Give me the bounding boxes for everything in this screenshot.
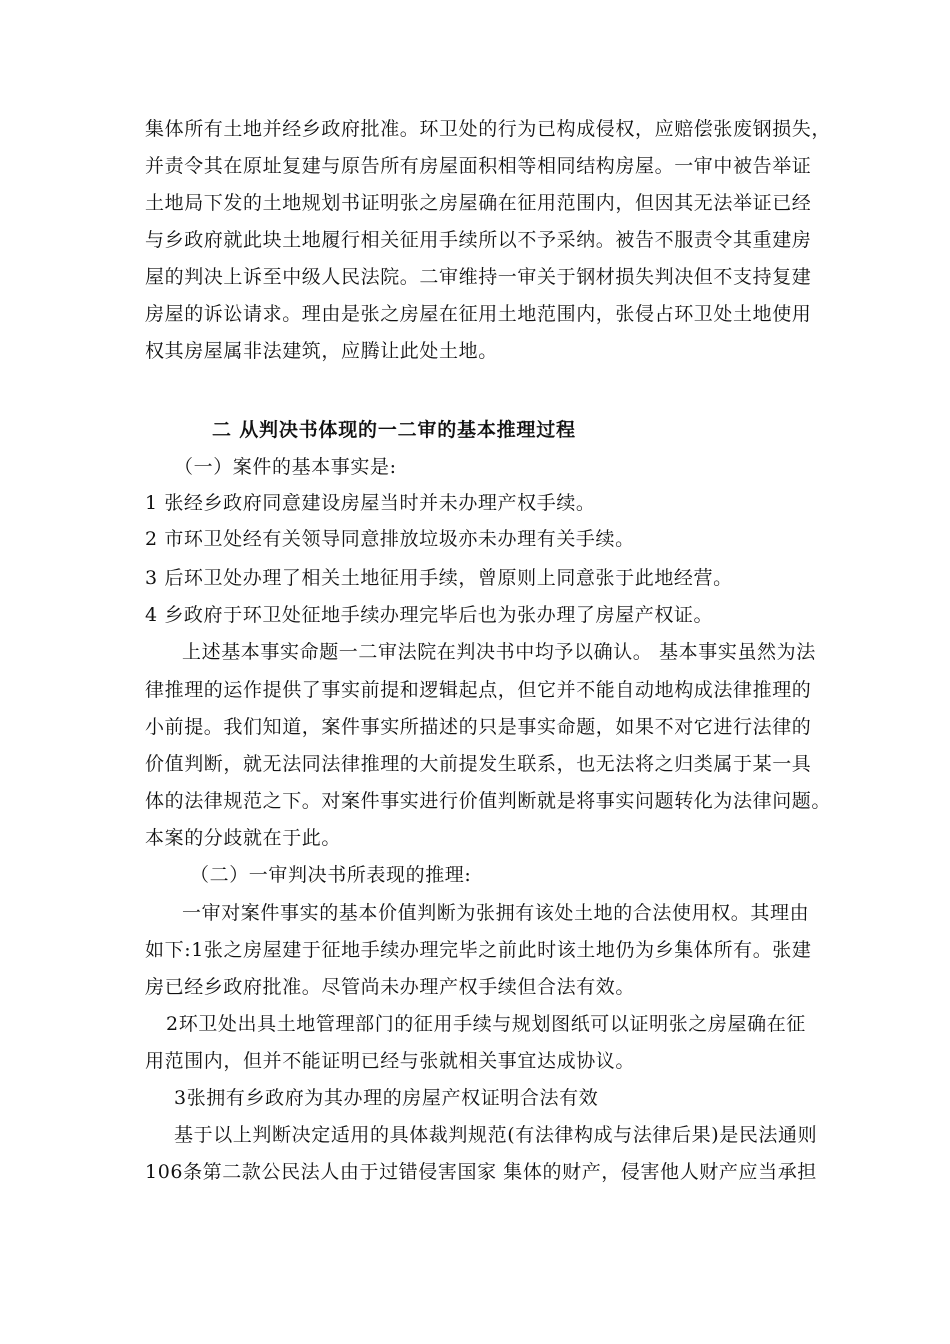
subsection-2-heading: （二）一审判决书所表现的推理: <box>190 864 472 886</box>
paragraph-1-line-1: 集体所有土地并经乡政府批准。环卫处的行为已构成侵权，应赔偿张废钢损失， <box>145 118 832 140</box>
fact-item-3: 3 后环卫处办理了相关土地征用手续，曾原则上同意张于此地经营。 <box>145 567 733 589</box>
paragraph-2-line-3: 小前提。我们知道，案件事实所描述的只是事实命题，如果不对它进行法律的 <box>145 716 812 738</box>
paragraph-6-line-1: 基于以上判断决定适用的具体裁判规范(有法律构成与法律后果)是民法通则 <box>174 1124 818 1146</box>
paragraph-6-line-2: 106条第二款公民法人由于过错侵害国家 集体的财产，侵害他人财产应当承担 <box>145 1161 817 1183</box>
paragraph-4-line-1: 2环卫处出具土地管理部门的征用手续与规划图纸可以证明张之房屋确在征 <box>166 1013 806 1035</box>
subsection-1-heading: （一）案件的基本事实是: <box>174 456 397 478</box>
paragraph-3-line-2: 如下:1张之房屋建于征地手续办理完毕之前此时该土地仍为乡集体所有。张建 <box>145 939 812 961</box>
paragraph-4-line-2: 用范围内，但并不能证明已经与张就相关事宜达成协议。 <box>145 1050 636 1072</box>
paragraph-1-line-2: 并责令其在原址复建与原告所有房屋面积相等相同结构房屋。一审中被告举证 <box>145 155 812 177</box>
section-2-heading: 二 从判决书体现的一二审的基本推理过程 <box>212 419 576 441</box>
paragraph-1-line-7: 权其房屋属非法建筑，应腾让此处土地。 <box>145 340 498 362</box>
paragraph-2-line-5: 体的法律规范之下。对案件事实进行价值判断就是将事实问题转化为法律问题。 <box>145 790 832 812</box>
paragraph-2-line-1: 上述基本事实命题一二审法院在判决书中均予以确认。 基本事实虽然为法 <box>182 641 816 663</box>
fact-item-2: 2 市环卫处经有关领导同意排放垃圾亦未办理有关手续。 <box>145 528 635 550</box>
paragraph-1-line-6: 房屋的诉讼请求。理由是张之房屋在征用土地范围内，张侵占环卫处土地使用 <box>145 303 812 325</box>
paragraph-3-line-3: 房已经乡政府批准。尽管尚未办理产权手续但合法有效。 <box>145 976 636 998</box>
fact-item-4: 4 乡政府于环卫处征地手续办理完毕后也为张办理了房屋产权证。 <box>145 604 714 626</box>
paragraph-2-line-6: 本案的分歧就在于此。 <box>145 827 342 849</box>
fact-item-1: 1 张经乡政府同意建设房屋当时并未办理产权手续。 <box>145 492 596 514</box>
paragraph-3-line-1: 一审对案件事实的基本价值判断为张拥有该处土地的合法使用权。其理由 <box>182 902 810 924</box>
paragraph-2-line-2: 律推理的运作提供了事实前提和逻辑起点，但它并不能自动地构成法律推理的 <box>145 679 812 701</box>
paragraph-1-line-4: 与乡政府就此块土地履行相关征用手续所以不予采纳。被告不服责令其重建房 <box>145 229 812 251</box>
paragraph-2-line-4: 价值判断，就无法同法律推理的大前提发生联系，也无法将之归类属于某一具 <box>145 753 812 775</box>
paragraph-1-line-3: 土地局下发的土地规划书证明张之房屋确在征用范围内，但因其无法举证已经 <box>145 192 812 214</box>
paragraph-5-line-1: 3张拥有乡政府为其办理的房屋产权证明合法有效 <box>174 1087 599 1109</box>
paragraph-1-line-5: 屋的判决上诉至中级人民法院。二审维持一审关于钢材损失判决但不支持复建 <box>145 266 812 288</box>
